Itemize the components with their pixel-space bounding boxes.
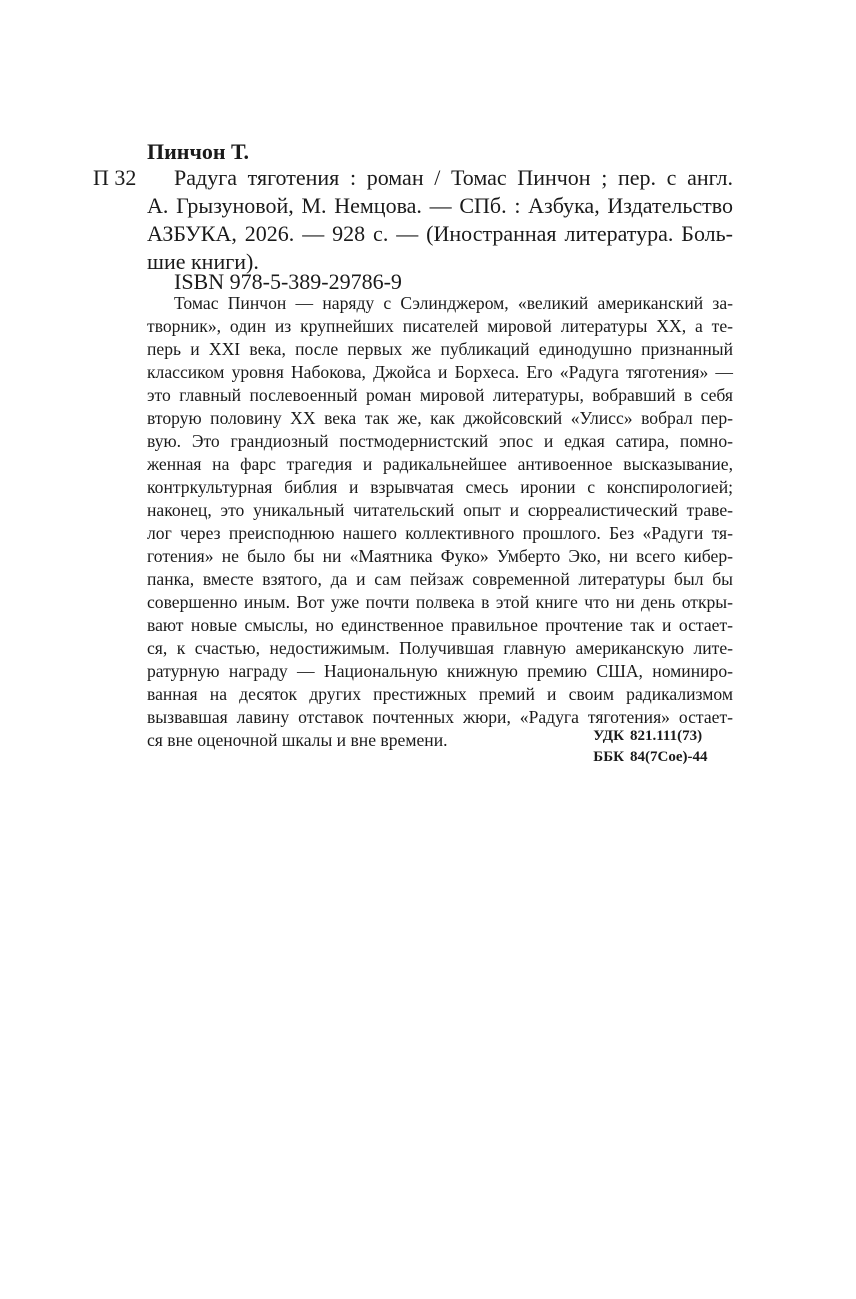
udk-row — [540, 726, 733, 747]
isbn: ISBN 978-5-389-29786-9 — [174, 269, 402, 294]
annotation-line: Томас Пинчон — наряду с Сэлинджером, «великий американский за- — [174, 293, 733, 313]
annotation-line: лог через преисподнюю нашего коллективного прошлого. Без «Радуги тя- — [147, 523, 733, 543]
bib-line: АЗБУКА, 2026. — 928 с. — (Иностранная литература. Боль- — [147, 221, 733, 246]
catalog-code: П 32 — [93, 165, 137, 190]
annotation-line: перь и XXI века, после первых же публикаций единодушно признанный — [147, 339, 733, 359]
bbk-row — [540, 747, 733, 768]
annotation-line: контркультурная библия и взрывчатая смесь иронии с конспирологией; — [147, 477, 733, 497]
udk-value: 821.111(73) — [630, 728, 703, 744]
annotation-line: женная на фарс трагедия и радикальнейшее антивоенное высказывание, — [147, 454, 733, 474]
annotation-line: наконец, это уникальный читательский опыт и сюрреалистический траве- — [147, 500, 733, 520]
annotation-line: это главный послевоенный роман мировой литературы, вобравший в себя — [147, 385, 733, 405]
annotation-line: панка, вместе взятого, да и сам пейзаж современной литературы был бы — [147, 569, 733, 589]
bbk-label: ББК — [593, 749, 624, 765]
bib-line: А. Грызуновой, М. Немцова. — СПб. : Азбука, Издательство — [147, 193, 733, 218]
author-heading: Пинчон Т. — [147, 139, 250, 164]
classification-codes — [540, 726, 733, 768]
annotation-line: творник», один из крупнейших писателей мировой литературы XX, а те- — [147, 316, 733, 336]
bib-line: шие книги). — [147, 249, 259, 274]
annotation — [147, 292, 733, 752]
annotation-line: ванная на десяток других престижных премий и своим радикализмом — [147, 684, 733, 704]
bbk-value: 84(7Сое)-44 — [630, 749, 708, 765]
annotation-line: совершенно иным. Вот уже почти полвека в этой книге что ни день откры- — [147, 592, 733, 612]
bibliographic-description — [147, 164, 733, 276]
udk-label: УДК — [593, 728, 624, 744]
annotation-line: вызвавшая лавину отставок почтенных жюри, «Радуга тяготения» остает- — [147, 707, 733, 727]
annotation-line: ся, к счастью, недостижимым. Получившая главную американскую лите- — [147, 638, 733, 658]
annotation-line: ся вне оценочной шкалы и вне времени. — [147, 730, 448, 750]
annotation-line: вают новые смыслы, но единственное правильное прочтение так и остает- — [147, 615, 733, 635]
annotation-line: классиком уровня Набокова, Джойса и Борхеса. Его «Радуга тяготения» — — [147, 362, 733, 382]
annotation-line: готения» не было бы ни «Маятника Фуко» Умберто Эко, ни всего кибер- — [147, 546, 733, 566]
annotation-line: ратурную награду — Национальную книжную премию США, номиниро- — [147, 661, 733, 681]
bib-line: Радуга тяготения : роман / Томас Пинчон ; пер. с англ. — [174, 165, 733, 190]
annotation-line: вторую половину XX века так же, как джойсовский «Улисс» вобрал пер- — [147, 408, 733, 428]
annotation-line: вую. Это грандиозный постмодернистский эпос и едкая сатира, помно- — [147, 431, 733, 451]
